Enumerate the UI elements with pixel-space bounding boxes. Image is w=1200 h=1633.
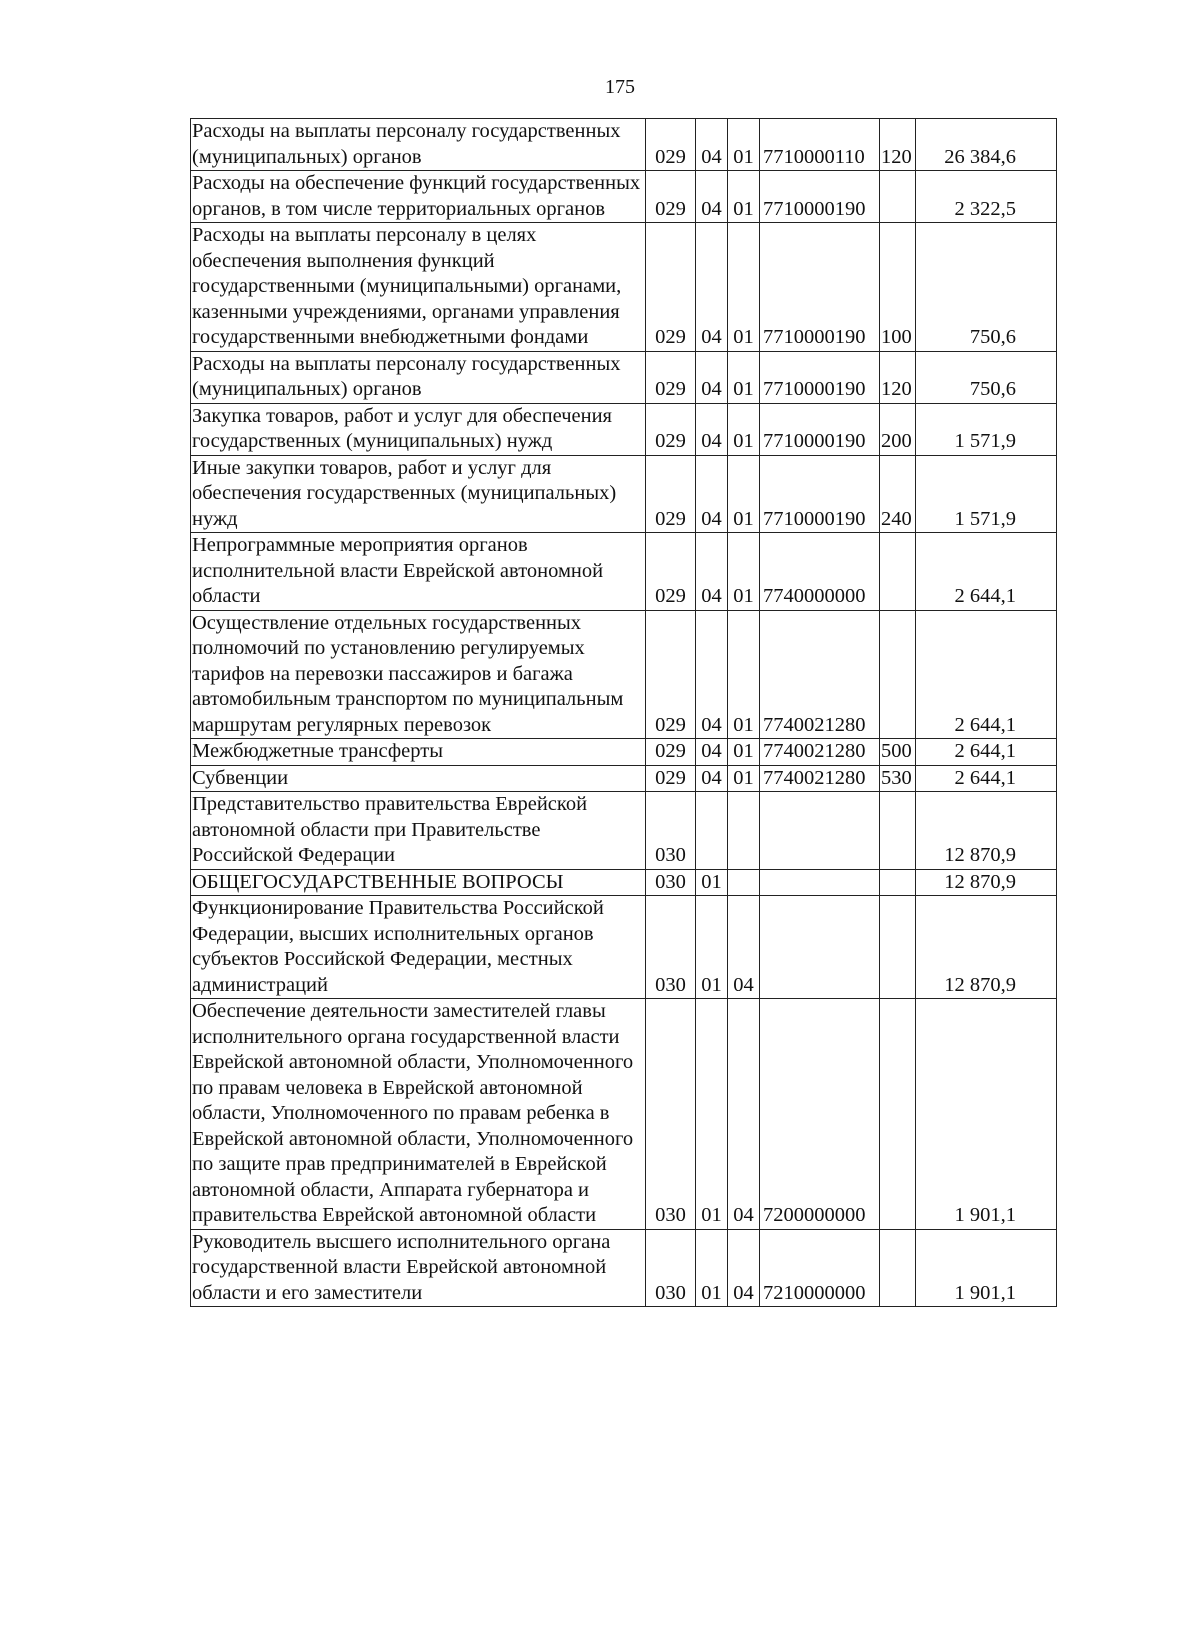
table-row xyxy=(191,999,1057,1230)
row-name: Расходы на выплаты персоналу в целях обеспечения выполнения функций государственными (муниципальными) органами, казенными учреждениями, органами управления государственными внебюджетными фондами xyxy=(191,223,646,352)
section-code: 01 xyxy=(696,1229,728,1307)
target-article-code: 7200000000 xyxy=(760,999,880,1230)
expense-type-code: 530 xyxy=(880,765,916,792)
table-body xyxy=(191,119,1057,1307)
row-name: Расходы на обеспечение функций государственных органов, в том числе территориальных органов xyxy=(191,171,646,223)
target-article-code: 7710000190 xyxy=(760,223,880,352)
row-name: Руководитель высшего исполнительного органа государственной власти Еврейской автономной области и его заместители xyxy=(191,1229,646,1307)
table-row xyxy=(191,119,1057,171)
section-code: 01 xyxy=(696,869,728,896)
row-name: Непрограммные мероприятия органов исполнительной власти Еврейской автономной области xyxy=(191,533,646,611)
target-article-code: 7740021280 xyxy=(760,739,880,766)
table-row xyxy=(191,533,1057,611)
subsection-code: 01 xyxy=(728,119,760,171)
expense-type-code: 500 xyxy=(880,739,916,766)
ministry-code: 029 xyxy=(646,739,696,766)
ministry-code: 029 xyxy=(646,533,696,611)
section-code: 04 xyxy=(696,119,728,171)
table-row xyxy=(191,223,1057,352)
target-article-code: 7710000190 xyxy=(760,403,880,455)
subsection-code: 04 xyxy=(728,999,760,1230)
expense-type-code xyxy=(880,792,916,870)
section-code: 04 xyxy=(696,455,728,533)
section-code: 04 xyxy=(696,351,728,403)
row-name: Функционирование Правительства Российской Федерации, высших исполнительных органов субъектов Российской Федерации, местных администраций xyxy=(191,896,646,999)
target-article-code: 7710000190 xyxy=(760,171,880,223)
row-name: Иные закупки товаров, работ и услуг для обеспечения государственных (муниципальных) нужд xyxy=(191,455,646,533)
budget-table xyxy=(190,118,1057,1307)
subsection-code: 01 xyxy=(728,455,760,533)
amount: 750,6 xyxy=(916,223,1057,352)
section-code: 04 xyxy=(696,223,728,352)
ministry-code: 030 xyxy=(646,1229,696,1307)
subsection-code xyxy=(728,792,760,870)
expense-type-code: 120 xyxy=(880,119,916,171)
amount: 26 384,6 xyxy=(916,119,1057,171)
subsection-code: 01 xyxy=(728,533,760,611)
table-row xyxy=(191,455,1057,533)
amount: 1 571,9 xyxy=(916,455,1057,533)
row-name: Расходы на выплаты персоналу государственных (муниципальных) органов xyxy=(191,351,646,403)
expense-type-code: 200 xyxy=(880,403,916,455)
section-code: 04 xyxy=(696,739,728,766)
subsection-code: 01 xyxy=(728,739,760,766)
target-article-code: 7710000190 xyxy=(760,351,880,403)
amount: 750,6 xyxy=(916,351,1057,403)
ministry-code: 030 xyxy=(646,896,696,999)
row-name: ОБЩЕГОСУДАРСТВЕННЫЕ ВОПРОСЫ xyxy=(191,869,646,896)
ministry-code: 030 xyxy=(646,999,696,1230)
amount: 1 901,1 xyxy=(916,1229,1057,1307)
ministry-code: 030 xyxy=(646,792,696,870)
subsection-code: 04 xyxy=(728,896,760,999)
expense-type-code: 240 xyxy=(880,455,916,533)
expense-type-code xyxy=(880,869,916,896)
ministry-code: 029 xyxy=(646,119,696,171)
amount: 2 644,1 xyxy=(916,765,1057,792)
amount: 2 644,1 xyxy=(916,533,1057,611)
subsection-code xyxy=(728,869,760,896)
amount: 12 870,9 xyxy=(916,869,1057,896)
table-row xyxy=(191,869,1057,896)
amount: 12 870,9 xyxy=(916,792,1057,870)
amount: 12 870,9 xyxy=(916,896,1057,999)
row-name: Субвенции xyxy=(191,765,646,792)
table-row xyxy=(191,792,1057,870)
row-name: Осуществление отдельных государственных полномочий по установлению регулируемых тарифов на перевозки пассажиров и багажа автомобильным транспортом по муниципальным маршрутам регулярных перевозок xyxy=(191,610,646,739)
ministry-code: 029 xyxy=(646,403,696,455)
expense-type-code xyxy=(880,1229,916,1307)
section-code: 04 xyxy=(696,765,728,792)
target-article-code xyxy=(760,896,880,999)
subsection-code: 04 xyxy=(728,1229,760,1307)
ministry-code: 029 xyxy=(646,171,696,223)
subsection-code: 01 xyxy=(728,223,760,352)
subsection-code: 01 xyxy=(728,171,760,223)
table-row xyxy=(191,739,1057,766)
expense-type-code xyxy=(880,171,916,223)
subsection-code: 01 xyxy=(728,610,760,739)
table-row xyxy=(191,610,1057,739)
section-code: 04 xyxy=(696,171,728,223)
expense-type-code: 100 xyxy=(880,223,916,352)
target-article-code: 7740000000 xyxy=(760,533,880,611)
ministry-code: 029 xyxy=(646,610,696,739)
section-code: 04 xyxy=(696,403,728,455)
target-article-code xyxy=(760,869,880,896)
target-article-code: 7710000190 xyxy=(760,455,880,533)
ministry-code: 029 xyxy=(646,765,696,792)
subsection-code: 01 xyxy=(728,765,760,792)
row-name: Представительство правительства Еврейской автономной области при Правительстве Российской Федерации xyxy=(191,792,646,870)
target-article-code: 7740021280 xyxy=(760,610,880,739)
table-row xyxy=(191,896,1057,999)
expense-type-code xyxy=(880,533,916,611)
expense-type-code xyxy=(880,999,916,1230)
table-row xyxy=(191,765,1057,792)
table-row xyxy=(191,1229,1057,1307)
row-name: Расходы на выплаты персоналу государственных (муниципальных) органов xyxy=(191,119,646,171)
amount: 1 571,9 xyxy=(916,403,1057,455)
ministry-code: 029 xyxy=(646,455,696,533)
row-name: Закупка товаров, работ и услуг для обеспечения государственных (муниципальных) нужд xyxy=(191,403,646,455)
row-name: Обеспечение деятельности заместителей главы исполнительного органа государственной власти Еврейской автономной области, Уполномоченного по правам человека в Еврейской автономной области, Уполномоченного по правам ребенка в Еврейской автономной области, Уполномоченного по защите прав предпринимателей в Еврейской автономной области, Аппарата губернатора и правительства Еврейской автономной области xyxy=(191,999,646,1230)
subsection-code: 01 xyxy=(728,351,760,403)
section-code xyxy=(696,792,728,870)
target-article-code: 7740021280 xyxy=(760,765,880,792)
amount: 2 644,1 xyxy=(916,739,1057,766)
ministry-code: 029 xyxy=(646,223,696,352)
expense-type-code xyxy=(880,896,916,999)
amount: 2 322,5 xyxy=(916,171,1057,223)
section-code: 04 xyxy=(696,533,728,611)
section-code: 01 xyxy=(696,999,728,1230)
expense-type-code: 120 xyxy=(880,351,916,403)
ministry-code: 029 xyxy=(646,351,696,403)
ministry-code: 030 xyxy=(646,869,696,896)
row-name: Межбюджетные трансферты xyxy=(191,739,646,766)
expense-type-code xyxy=(880,610,916,739)
table-row xyxy=(191,351,1057,403)
table-row xyxy=(191,403,1057,455)
target-article-code: 7710000110 xyxy=(760,119,880,171)
section-code: 01 xyxy=(696,896,728,999)
target-article-code xyxy=(760,792,880,870)
amount: 1 901,1 xyxy=(916,999,1057,1230)
amount: 2 644,1 xyxy=(916,610,1057,739)
table-row xyxy=(191,171,1057,223)
section-code: 04 xyxy=(696,610,728,739)
page-number: 175 xyxy=(605,76,635,98)
subsection-code: 01 xyxy=(728,403,760,455)
target-article-code: 7210000000 xyxy=(760,1229,880,1307)
